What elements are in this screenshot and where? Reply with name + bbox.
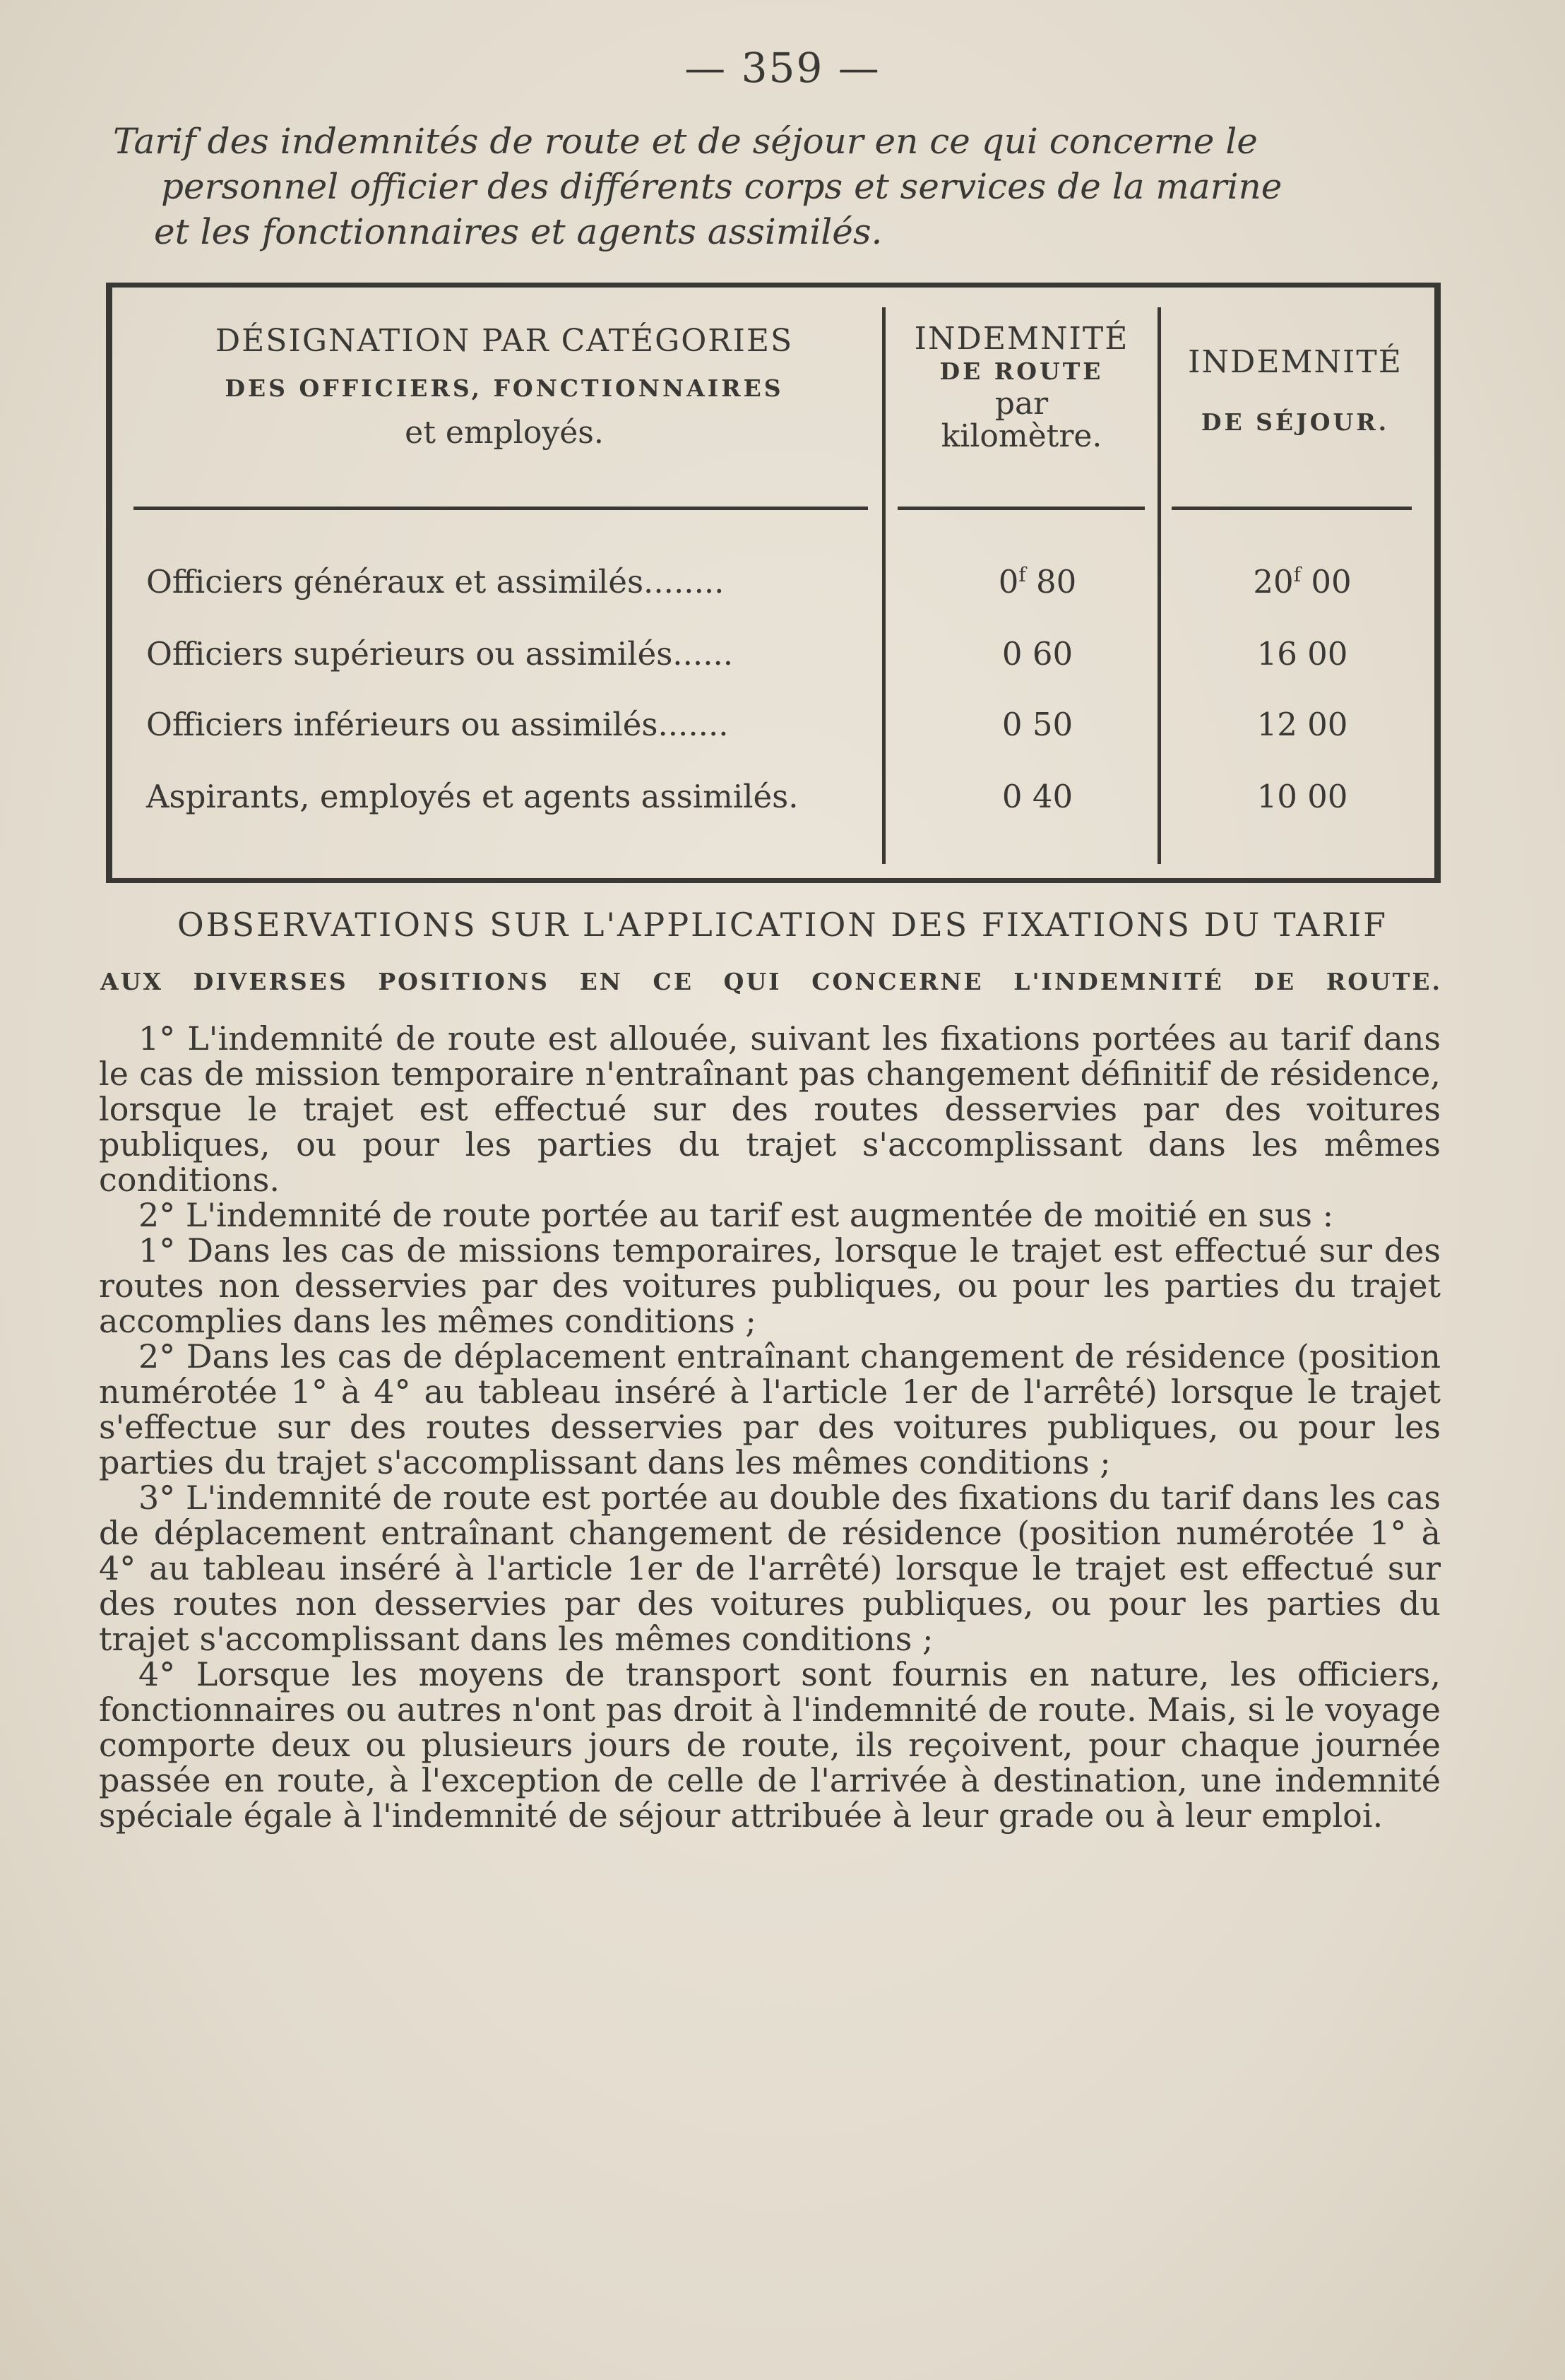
title-line-1: Tarif des indemnités de route et de séjour en ce qui concerne le [113,121,1258,162]
header-sejour-sub: DE SÉJOUR. [1201,408,1390,436]
table-row [112,635,1434,692]
header-rule [898,507,1145,510]
table-row [112,778,1434,834]
title-line-2: personnel officier des différents corps et services de la marine [161,166,1283,207]
row-category: Officiers inférieurs ou assimilés....... [146,706,729,743]
paragraph: 4° Lorsque les moyens de transport sont fournis en nature, les officiers, fonctionnaires ou autres n'ont pas droit à l'indemnité de route. Mais, si le voyage comporte deux ou plusieurs jours de route, ils reçoivent, pour chaque journée passée en route, à l'exception de celle de l'arrivée à destination, une indemnité spéciale égale à l'indemnité de séjour attribuée à leur grade ou à leur emploi. [99,1655,1441,1835]
header-sejour-main: INDEMNITÉ [1188,344,1403,380]
observations-subtitle: AUX DIVERSES POSITIONS EN CE QUI CONCERNE L'INDEMNITÉ DE ROUTE. [100,968,1442,995]
observations-body [99,1021,1441,1833]
header-category-sub: DES OFFICIERS, FONCTIONNAIRES [225,374,784,402]
row-category: Aspirants, employés et agents assimilés. [146,778,799,815]
header-category-main: DÉSIGNATION PAR CATÉGORIES [215,323,794,359]
header-route-sub: DE ROUTE [939,357,1104,385]
header-category-tail: et employés. [405,415,604,451]
row-route-indemnity: 0 40 [1001,778,1073,815]
paragraph: 2° L'indemnité de route portée au tarif est augmentée de moitié en sus : [138,1196,1334,1234]
header-route-unit: kilomètre. [941,418,1102,454]
document-title [113,119,1441,254]
table-row [112,706,1434,762]
header-rule [1172,507,1412,510]
header-sejour [1165,344,1426,436]
paragraph: 2° Dans les cas de déplacement entraînant changement de résidence (position numérotée 1° à 4° au tableau inséré à l'article 1er de l'arrêté) lorsque le trajet s'effectue sur des routes desservies par des voitures publiques, ou pour les parties du trajet s'accomplissant dans les mêmes conditions ; [99,1337,1441,1481]
row-category: Officiers supérieurs ou assimilés...... [146,635,734,673]
table-row [112,563,1434,620]
row-category: Officiers généraux et assimilés........ [146,563,725,600]
row-route-indemnity: 0$^f$ 80 [998,563,1077,600]
header-rule [133,507,868,510]
header-route [889,323,1154,453]
header-route-par: par [994,386,1049,422]
row-sejour-indemnity: 16 00 [1256,635,1348,673]
row-sejour-indemnity: 20$^f$ 00 [1253,563,1352,600]
tariff-table [106,283,1441,883]
paragraph: 3° L'indemnité de route est portée au double des fixations du tarif dans les cas de déplacement entraînant changement de résidence (position numérotée 1° à 4° au tableau inséré à l'article 1er de l'arrêté) lorsque le trajet est effectué sur des routes non desservies par des voitures publiques, ou pour les parties du trajet s'accomplissant dans les mêmes conditions ; [99,1479,1441,1658]
header-category [141,323,868,451]
header-route-main: INDEMNITÉ [914,321,1129,357]
paragraph: 1° Dans les cas de missions temporaires, lorsque le trajet est effectué sur des routes non desservies par des voitures publiques, ou pour les parties du trajet accomplies dans les mêmes conditions ; [99,1231,1441,1340]
row-sejour-indemnity: 12 00 [1256,706,1348,743]
row-route-indemnity: 0 50 [1001,706,1073,743]
title-line-3: et les fonctionnaires et agents assimilés. [154,211,883,252]
row-sejour-indemnity: 10 00 [1256,778,1348,815]
paragraph: 1° L'indemnité de route est allouée, suivant les fixations portées au tarif dans le cas de mission temporaire n'entraînant pas changement définitif de résidence, lorsque le trajet est effectué sur des routes desservies par des voitures publiques, ou pour les parties du trajet s'accomplissant dans les mêmes conditions. [99,1019,1441,1199]
page-number: — 359 — [684,44,881,92]
observations-title: OBSERVATIONS SUR L'APPLICATION DES FIXATIONS DU TARIF [177,906,1388,944]
row-route-indemnity: 0 60 [1001,635,1073,673]
